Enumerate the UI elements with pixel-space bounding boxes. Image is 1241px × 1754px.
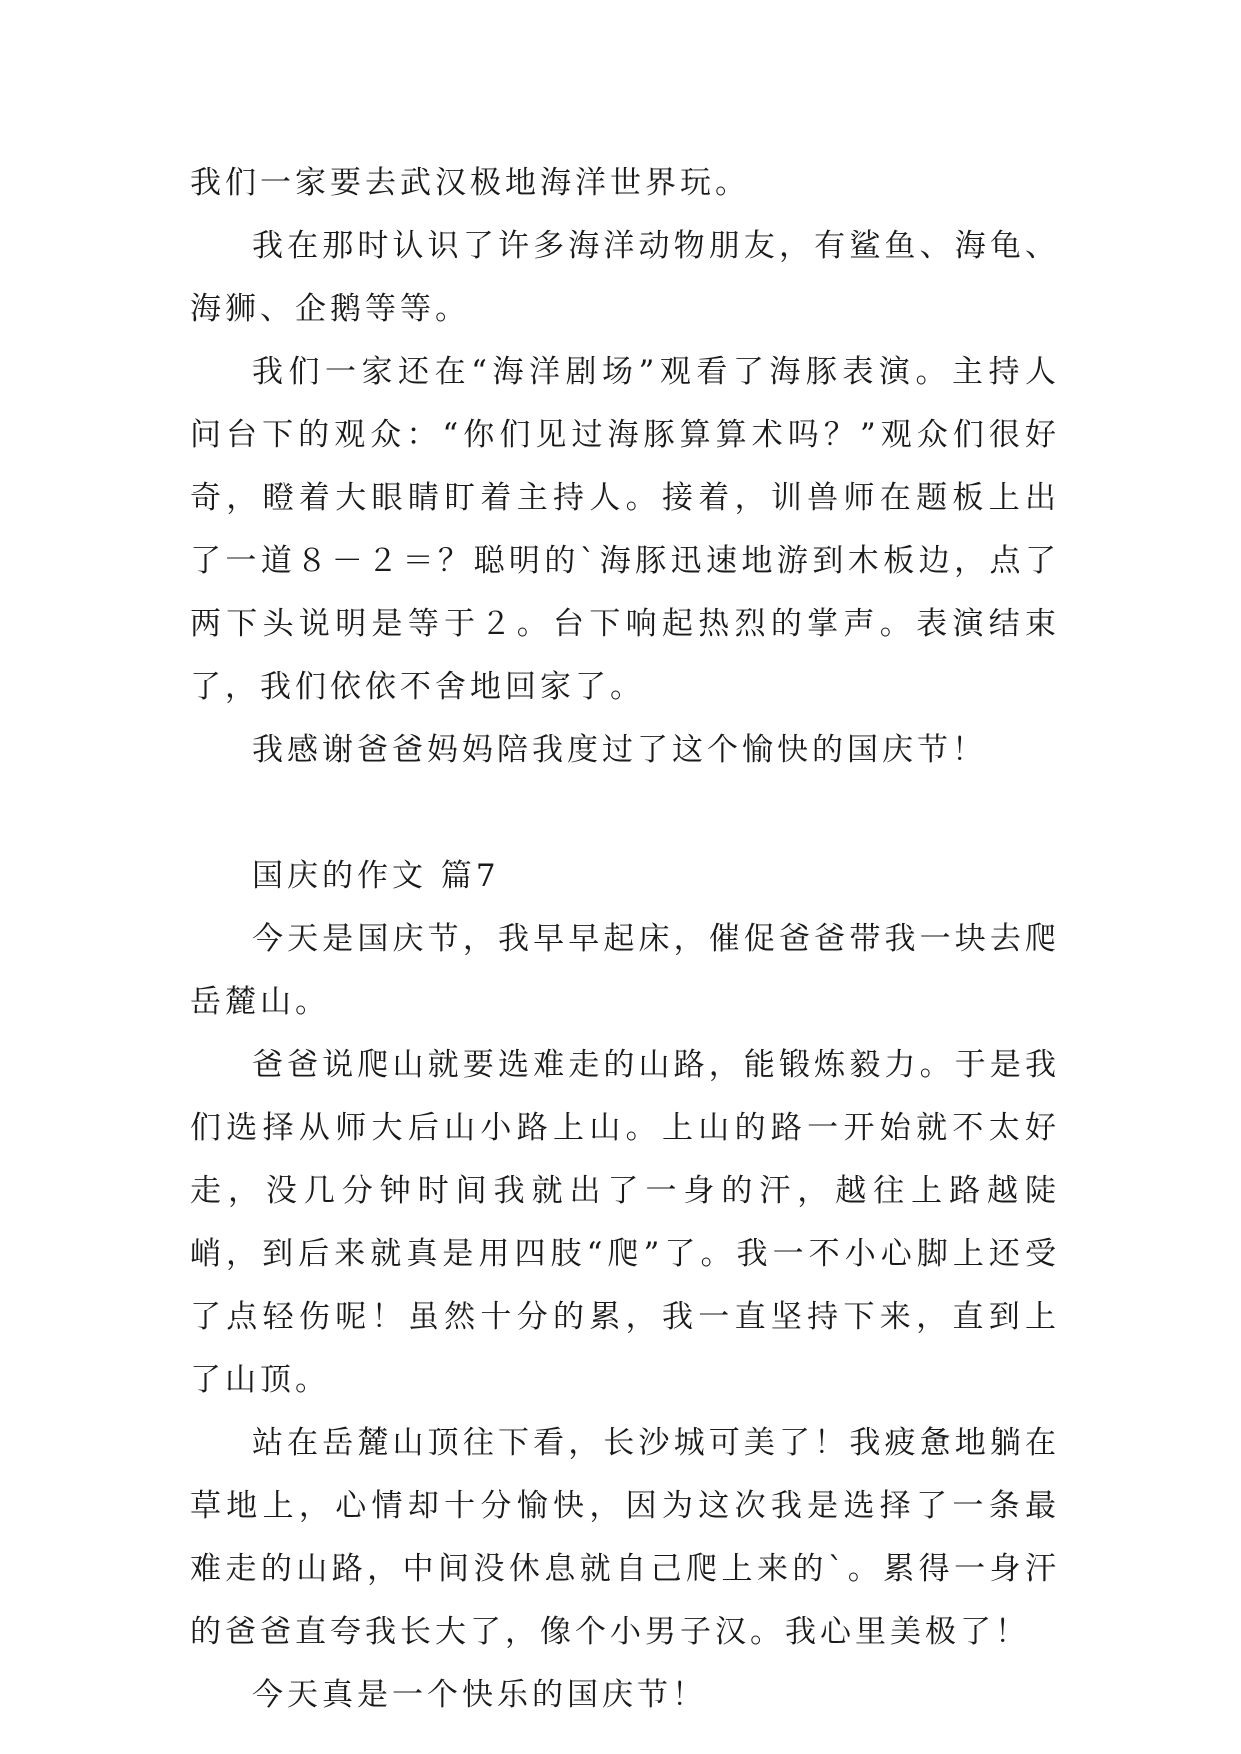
paragraph-4: 我感谢爸爸妈妈陪我度过了这个愉快的国庆节！ (252, 732, 987, 768)
paragraph-5: 今天是国庆节，我早早起床，催促爸爸带我一块去爬岳麓山。 (190, 921, 1060, 1020)
document-body (190, 152, 1060, 1727)
paragraph-8: 今天真是一个快乐的国庆节！ (252, 1677, 707, 1713)
section-heading: 国庆的作文 篇7 (252, 858, 500, 894)
paragraph-6: 爸爸说爬山就要选难走的山路，能锻炼毅力。于是我们选择从师大后山小路上山。上山的路一开始就不太好走，没几分钟时间我就出了一身的汗，越往上路越陡峭，到后来就真是用四肢“爬”了。我一不小心脚上还受了点轻伤呢！虽然十分的累，我一直坚持下来，直到上了山顶。 (190, 1047, 1060, 1398)
section-gap (190, 782, 1060, 845)
paragraph-3: 我们一家还在“海洋剧场”观看了海豚表演。主持人问台下的观众：“你们见过海豚算算术吗？”观众们很好奇，瞪着大眼睛盯着主持人。接着，训兽师在题板上出了一道８－２＝？聪明的`海豚迅速地游到木板边，点了两下头说明是等于２。台下响起热烈的掌声。表演结束了，我们依依不舍地回家了。 (190, 354, 1060, 705)
paragraph-1: 我们一家要去武汉极地海洋世界玩。 (190, 165, 750, 201)
paragraph-7: 站在岳麓山顶往下看，长沙城可美了！我疲惫地躺在草地上，心情却十分愉快，因为这次我是选择了一条最难走的山路，中间没休息就自己爬上来的`。累得一身汗的爸爸直夸我长大了，像个小男子汉。我心里美极了！ (190, 1425, 1060, 1650)
paragraph-2: 我在那时认识了许多海洋动物朋友，有鲨鱼、海龟、海狮、企鹅等等。 (190, 228, 1060, 327)
